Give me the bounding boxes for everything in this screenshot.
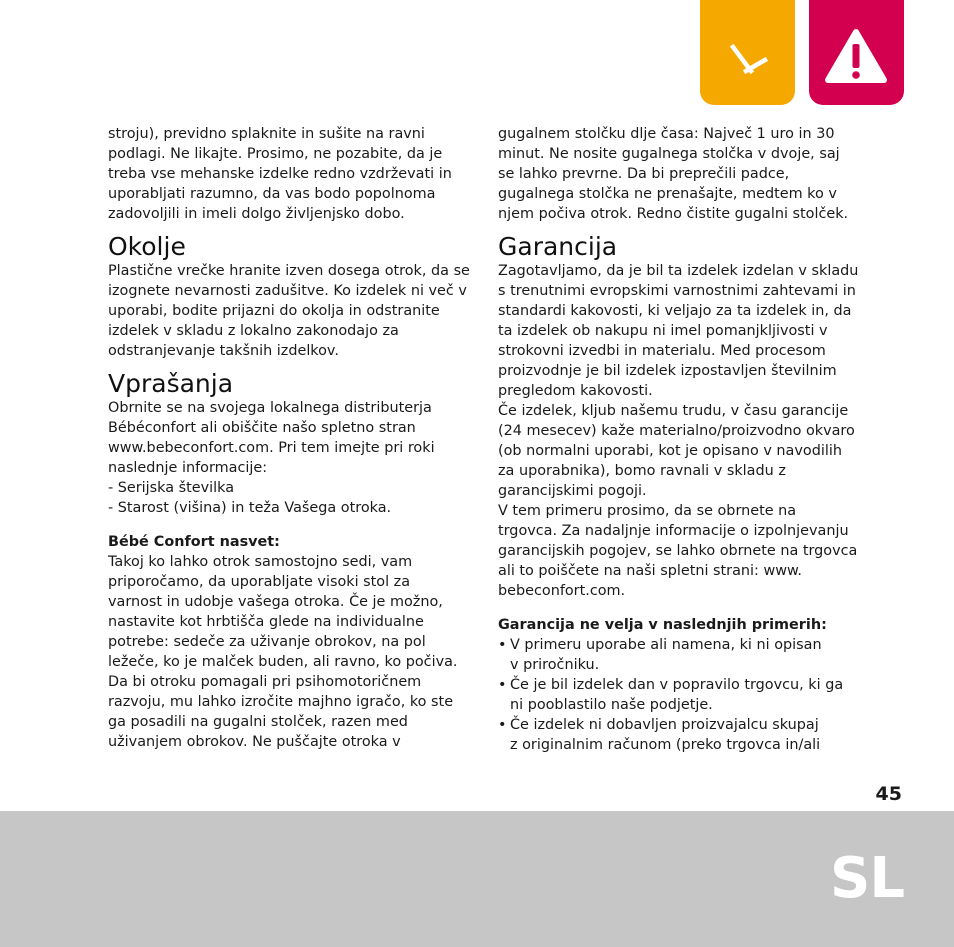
exclusions-list <box>498 635 858 755</box>
list-item-text: z originalnim računom (preko trgovca in/ali <box>510 737 821 753</box>
text-line: proizvodnje je bil izdelek izpostavljen številnim <box>498 363 837 379</box>
text-line: - Starost (višina) in teža Vašega otroka. <box>108 500 392 516</box>
text-line: uživanjem obrokov. Ne puščajte otroka v <box>108 734 401 750</box>
text-line: razvoju, mu lahko izročite majhno igračo, ko ste <box>108 694 454 710</box>
text-line: bebeconfort.com. <box>498 583 626 599</box>
tool-icon <box>700 0 795 105</box>
garancija-heading: Garancija <box>498 232 618 261</box>
text-line: uporabi, bodite prijazni do okolja in odstranite <box>108 303 440 319</box>
text-line: za uporabnika), bomo ravnali v skladu z <box>498 463 786 479</box>
page-number: 45 <box>875 783 902 805</box>
warning-icon <box>809 0 904 105</box>
vprasanja-heading: Vprašanja <box>108 369 234 398</box>
bullet-symbol: • <box>498 637 507 653</box>
text-line: trgovca. Za nadaljnje informacije o izpolnjevanju <box>498 523 849 539</box>
text-line: Obrnite se na svojega lokalnega distributerja <box>108 400 432 416</box>
warning-tab <box>809 0 904 105</box>
okolje-heading: Okolje <box>108 232 186 261</box>
text-line: zadovoljili in imeli dolgo življenjsko dobo. <box>108 206 405 222</box>
text-line: minut. Ne nosite gugalnega stolčka v dvoje, saj <box>498 146 840 162</box>
text-line: odstranjevanje takšnih izdelkov. <box>108 343 339 359</box>
list-item <box>498 635 858 675</box>
text-line: Da bi otroku pomagali pri psihomotoričnem <box>108 674 422 690</box>
list-item-text: ni pooblastilo naše podjetje. <box>510 697 713 713</box>
exclusions-heading: Garancija ne velja v naslednjih primerih: <box>498 617 827 633</box>
nasvet-text <box>108 552 468 752</box>
text-line: izdelek v skladu z lokalno zakonodajo za <box>108 323 399 339</box>
text-line: Takoj ko lahko otrok samostojno sedi, vam <box>108 554 413 570</box>
text-line: naslednje informacije: <box>108 460 268 476</box>
text-line: treba vse mehanske izdelke redno vzdrževati in <box>108 166 452 182</box>
bullet-symbol: • <box>498 717 507 733</box>
text-line: ali to poiščete na naši spletni strani: www. <box>498 563 803 579</box>
text-line: standardi kakovosti, ki veljajo za ta izdelek in, da <box>498 303 852 319</box>
text-line: - Serijska številka <box>108 480 235 496</box>
okolje-text <box>108 261 468 361</box>
list-item-text: Če izdelek ni dobavljen proizvajalcu skupaj <box>510 717 819 733</box>
text-line: V tem primeru prosimo, da se obrnete na <box>498 503 797 519</box>
nasvet-heading: Bébé Confort nasvet: <box>108 534 280 550</box>
text-line: priporočamo, da uporabljate visoki stol za <box>108 574 411 590</box>
text-line: ležeče, ko je malček buden, ali ravno, ko počiva. <box>108 654 458 670</box>
text-line: Plastične vrečke hranite izven dosega otrok, da se <box>108 263 470 279</box>
left-column <box>108 124 468 752</box>
text-line: gugalnega stolčka ne prenašajte, medtem ko v <box>498 186 837 202</box>
text-line: www.bebeconfort.com. Pri tem imejte pri roki <box>108 440 435 456</box>
text-line: garancijskih pogojev, se lahko obrnete na trgovca <box>498 543 858 559</box>
text-line: s trenutnimi evropskimi varnostnimi zahtevami in <box>498 283 856 299</box>
text-line: strokovni izvedbi in materialu. Med procesom <box>498 343 826 359</box>
footer-band <box>0 811 954 947</box>
bullet-symbol: • <box>498 677 507 693</box>
list-item-text: Če je bil izdelek dan v popravilo trgovcu, ki ga <box>510 677 844 693</box>
garancija-text <box>498 261 858 601</box>
list-item <box>498 675 858 715</box>
text-line: podlagi. Ne likajte. Prosimo, ne pozabite, da je <box>108 146 443 162</box>
list-item-text: v priročniku. <box>510 657 600 673</box>
list-item-text: V primeru uporabe ali namena, ki ni opisan <box>510 637 822 653</box>
text-line: (ob normalni uporabi, kot je opisano v navodilih <box>498 443 842 459</box>
text-line: pregledom kakovosti. <box>498 383 653 399</box>
text-line: garancijskimi pogoji. <box>498 483 647 499</box>
list-item <box>498 715 858 755</box>
tool-tab <box>700 0 795 105</box>
text-line: njem počiva otrok. Redno čistite gugalni stolček. <box>498 206 849 222</box>
text-line: uporabljati razumno, da vas bodo popolnoma <box>108 186 436 202</box>
text-line: (24 mesecev) kaže materialno/proizvodno okvaro <box>498 423 855 439</box>
text-line: Če izdelek, kljub našemu trudu, v času garancije <box>498 403 849 419</box>
text-line: stroju), previdno splaknite in sušite na ravni <box>108 126 425 142</box>
language-code: SL <box>829 846 904 911</box>
text-line: ta izdelek ob nakupu ni imel pomanjkljivosti v <box>498 323 828 339</box>
text-line: Zagotavljamo, da je bil ta izdelek izdelan v skladu <box>498 263 859 279</box>
right-intro <box>498 124 858 224</box>
text-line: se lahko prevrne. Da bi preprečili padce, <box>498 166 790 182</box>
text-line: izognete nevarnosti zadušitve. Ko izdelek ni več v <box>108 283 467 299</box>
text-line: Bébéconfort ali obiščite našo spletno stran <box>108 420 416 436</box>
text-line: potrebe: sedeče za uživanje obrokov, na pol <box>108 634 426 650</box>
text-line: nastavite kot hrbtišča glede na individualne <box>108 614 424 630</box>
vprasanja-text <box>108 398 468 518</box>
text-line: gugalnem stolčku dlje časa: Največ 1 uro in 30 <box>498 126 835 142</box>
right-column <box>498 124 858 755</box>
left-intro <box>108 124 468 224</box>
text-line: varnost in udobje vašega otroka. Če je možno, <box>108 594 443 610</box>
text-line: ga posadili na gugalni stolček, razen med <box>108 714 408 730</box>
